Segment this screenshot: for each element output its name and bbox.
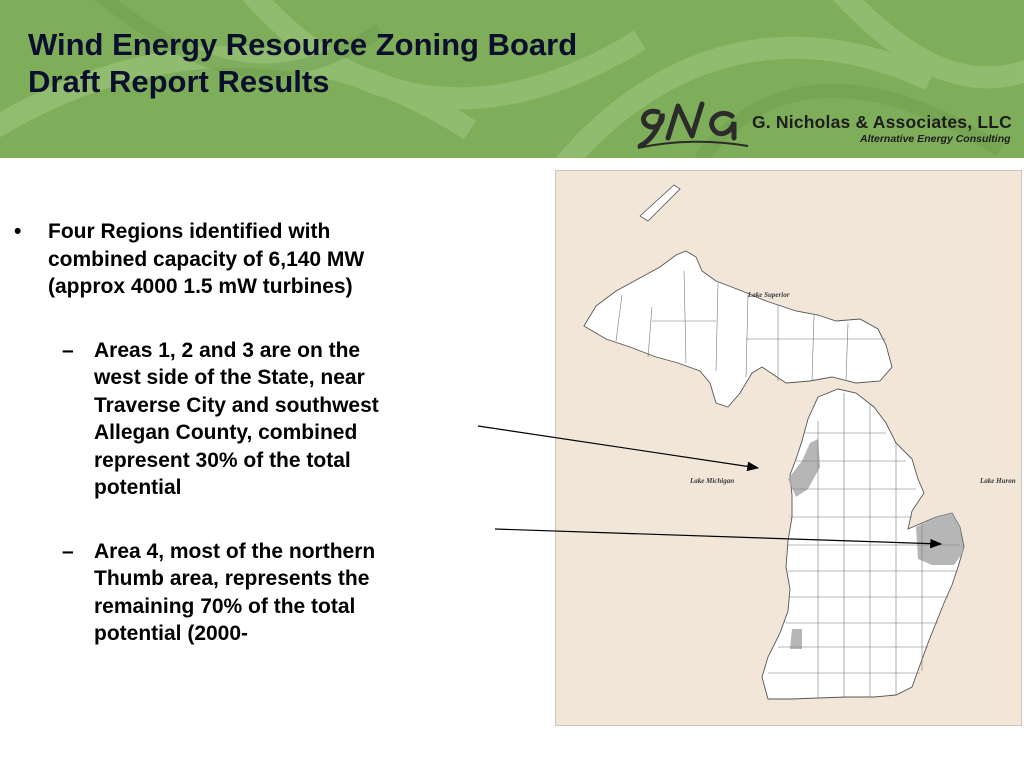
lake-superior-label: Lake Superior <box>748 291 790 299</box>
title-line-2: Draft Report Results <box>28 64 330 99</box>
sub-bullet-marker: – <box>62 539 74 563</box>
bullet-marker: • <box>14 220 22 243</box>
lake-huron-label: Lake Huron <box>980 477 1016 485</box>
company-logo <box>634 96 1024 156</box>
gna-logo-mark-icon <box>634 96 750 152</box>
slide-header <box>0 0 1024 158</box>
bullet-list <box>14 218 384 648</box>
sub-bullet-areas-1-3 <box>14 337 384 502</box>
company-tagline: Alternative Energy Consulting <box>860 133 1011 145</box>
lake-michigan-label: Lake Michigan <box>690 477 735 485</box>
sub-bullet-area-4 <box>14 538 384 648</box>
company-name: G. Nicholas & Associates, LLC <box>752 112 1012 132</box>
sub-bullet-marker: – <box>62 338 74 362</box>
isle-royale-shape <box>640 185 680 221</box>
sub-bullet-text: Areas 1, 2 and 3 are on the west side of the State, near Traverse City and southwest Allegan County, combined represent 30% of the total potential <box>94 338 379 499</box>
bullet-item-regions <box>14 218 384 301</box>
title-line-1: Wind Energy Resource Zoning Board <box>28 27 578 62</box>
sub-bullet-text: Area 4, most of the northern Thumb area, represents the remaining 70% of the total potential (2000- <box>94 539 376 645</box>
upper-peninsula-shape <box>584 251 892 407</box>
michigan-map-drawing <box>556 171 1023 727</box>
michigan-county-map <box>555 170 1022 726</box>
slide-title <box>28 26 577 100</box>
bullet-text: Four Regions identified with combined capacity of 6,140 MW (approx 4000 1.5 mW turbines) <box>48 220 365 298</box>
wind-area-allegan-shape <box>790 629 802 649</box>
